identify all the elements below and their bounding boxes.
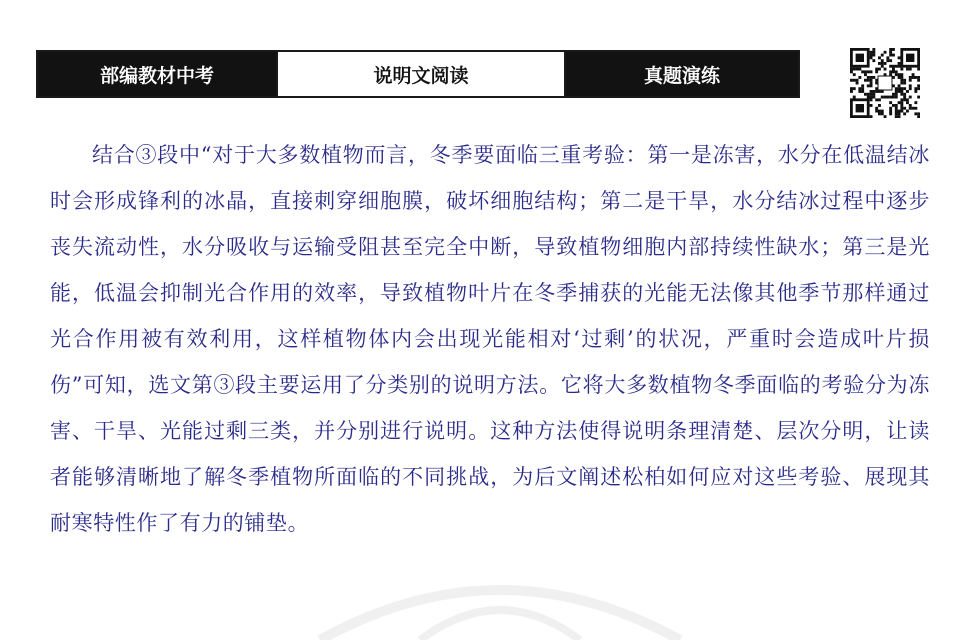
- qr-code-icon[interactable]: [850, 48, 920, 118]
- watermark-logo: [300, 560, 700, 640]
- banner-middle-label: 说明文阅读: [276, 52, 566, 96]
- banner-right-label: 真题演练: [566, 52, 798, 96]
- banner-left-label: 部编教材中考: [38, 52, 276, 96]
- header-banner: [36, 50, 800, 98]
- answer-passage: 结合③段中“对于大多数植物而言，冬季要面临三重考验：第一是冻害，水分在低温结冰时会形成锋利的冰晶，直接刺穿细胞膜，破坏细胞结构；第二是干旱，水分结冰过程中逐步丧失流动性，水分吸收与运输受阻甚至完全中断，导致植物细胞内部持续性缺水；第三是光能，低温会抑制光合作用的效率，导致植物叶片在冬季捕获的光能无法像其他季节那样通过光合作用被有效利用，这样植物体内会出现光能相对‘过剩’的状况，严重时会造成叶片损伤”可知，选文第③段主要运用了分类别的说明方法。它将大多数植物冬季面临的考验分为冻害、干旱、光能过剩三类，并分别进行说明。这种方法使得说明条理清楚、层次分明，让读者能够清晰地了解冬季植物所面临的不同挑战，为后文阐述松柏如何应对这些考验、展现其耐寒特性作了有力的铺垫。: [50, 143, 930, 535]
